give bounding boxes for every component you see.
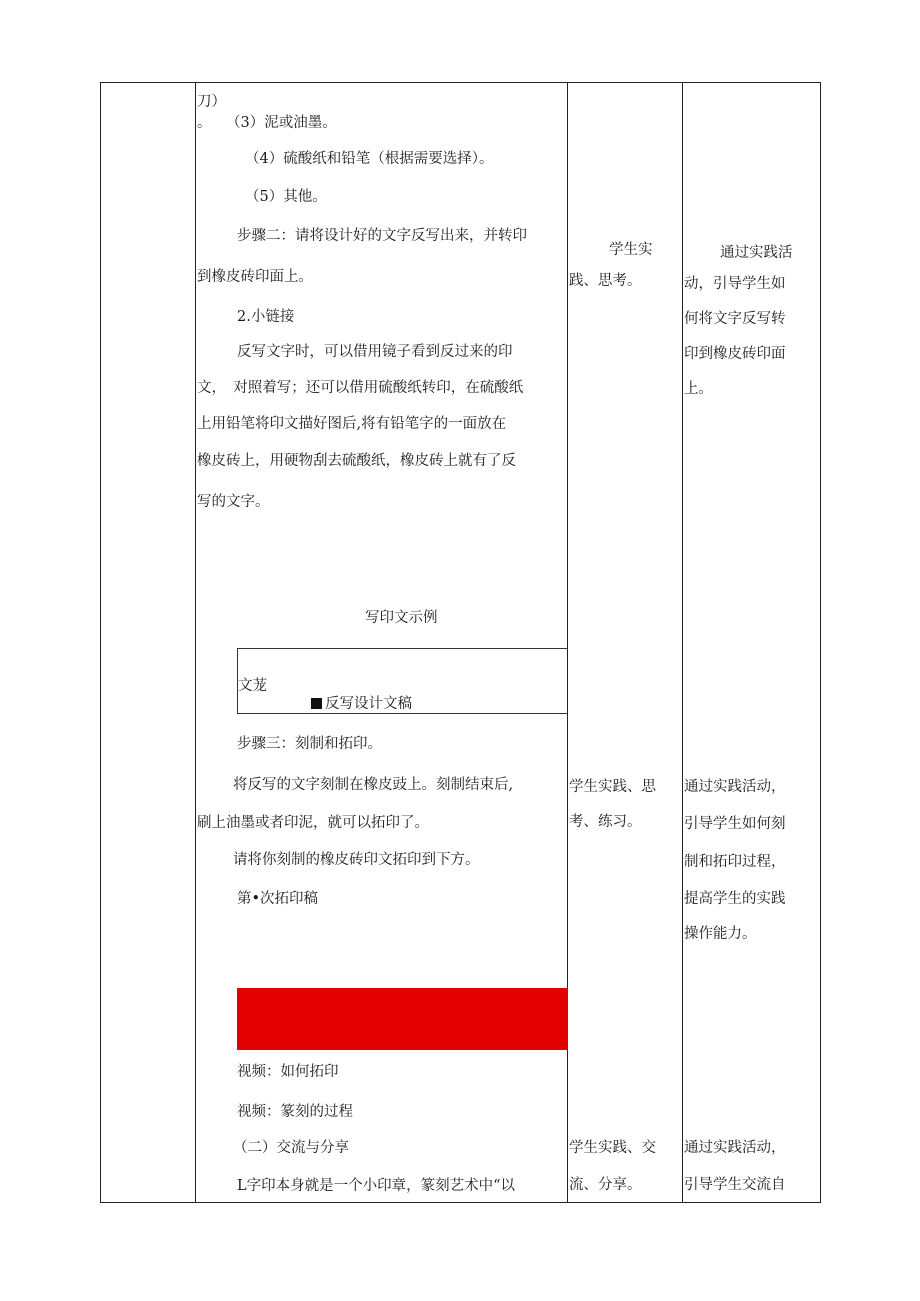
rubbing-area-red-block — [237, 988, 568, 1050]
text-line: 第•次拓印稿 — [237, 891, 319, 907]
table-border-left — [100, 82, 101, 1203]
seal-text: 文茏 — [238, 678, 267, 694]
student-activity: 学生实践、交 — [569, 1140, 656, 1156]
design-intent: 提高学生的实践 — [684, 891, 786, 907]
design-intent: 引导学生交流自 — [684, 1177, 786, 1193]
design-intent: 制和拓印过程， — [684, 854, 786, 870]
design-intent: 通过实践活动， — [684, 779, 786, 795]
text-line: 请将你刻制的橡皮砖印文拓印到下方。 — [233, 852, 480, 868]
design-intent: 通过实践活 — [720, 245, 793, 261]
text-line: 反写文字时，可以借用镜子看到反过来的印 — [237, 344, 513, 360]
square-bullet-icon — [311, 698, 322, 709]
design-intent: 通过实践活动， — [684, 1140, 786, 1156]
student-activity: 考、练习。 — [569, 814, 642, 830]
video-link-carving-process[interactable]: 视频：篆刻的过程 — [237, 1104, 353, 1120]
text-line: 上用铅笔将印文描好图后,将有铅笔字的一面放在 — [197, 416, 507, 432]
section-heading: （二）交流与分享 — [233, 1140, 349, 1156]
text-line: 步骤二：请将设计好的文字反写出来，并转印 — [237, 228, 527, 244]
design-intent: 操作能力。 — [684, 926, 757, 942]
figure-caption: 写印文示例 — [365, 610, 438, 626]
draft-label-text: 反写设计文稿 — [325, 696, 412, 712]
design-intent: 动，引导学生如 — [684, 276, 786, 292]
text-line: （4）硫酸纸和铅笔（根据需要选择）。 — [245, 151, 494, 167]
student-activity: 学生实 — [609, 242, 653, 258]
student-activity: 流、分享。 — [569, 1177, 642, 1193]
text-line: L字印本身就是一个小印章，篆刻艺术中“以 — [237, 1178, 516, 1194]
table-border-col1 — [195, 82, 196, 1203]
text-line: 步骤三：刻制和拓印。 — [237, 736, 382, 752]
text-line: 橡皮砖上，用硬物刮去硫酸纸，橡皮砖上就有了反 — [197, 453, 516, 469]
student-activity: 践、思考。 — [569, 273, 642, 289]
table-border-top — [100, 82, 821, 83]
text-line: 刀） — [197, 94, 226, 110]
video-link-how-to-rub[interactable]: 视频：如何拓印 — [237, 1064, 339, 1080]
text-line: 将反写的文字刻制在橡皮豉上。刻制结束后, — [233, 777, 514, 793]
text-line: （5）其他。 — [245, 189, 327, 205]
student-activity: 学生实践、思 — [569, 779, 656, 795]
table-border-col3 — [682, 82, 683, 1203]
text-line: 写的文字。 — [197, 494, 270, 510]
table-border-right — [820, 82, 821, 1203]
design-intent: 何将文字反写转 — [684, 311, 786, 327]
design-intent: 上。 — [684, 381, 713, 397]
design-intent: 印到橡皮砖印面 — [684, 346, 786, 362]
text-line: 。 （3）泥或油墨。 — [197, 115, 337, 131]
text-line: 文， 对照着写；还可以借用硫酸纸转印，在硫酸纸 — [197, 380, 524, 396]
draft-label — [311, 695, 412, 713]
design-intent: 引导学生如何刻 — [684, 816, 786, 832]
text-line: 到橡皮砖印面上。 — [197, 269, 313, 285]
table-border-bottom — [100, 1202, 821, 1203]
subheading: 2.小链接 — [237, 309, 295, 325]
text-line: 刷上油墨或者印泥，就可以拓印了。 — [197, 815, 429, 831]
